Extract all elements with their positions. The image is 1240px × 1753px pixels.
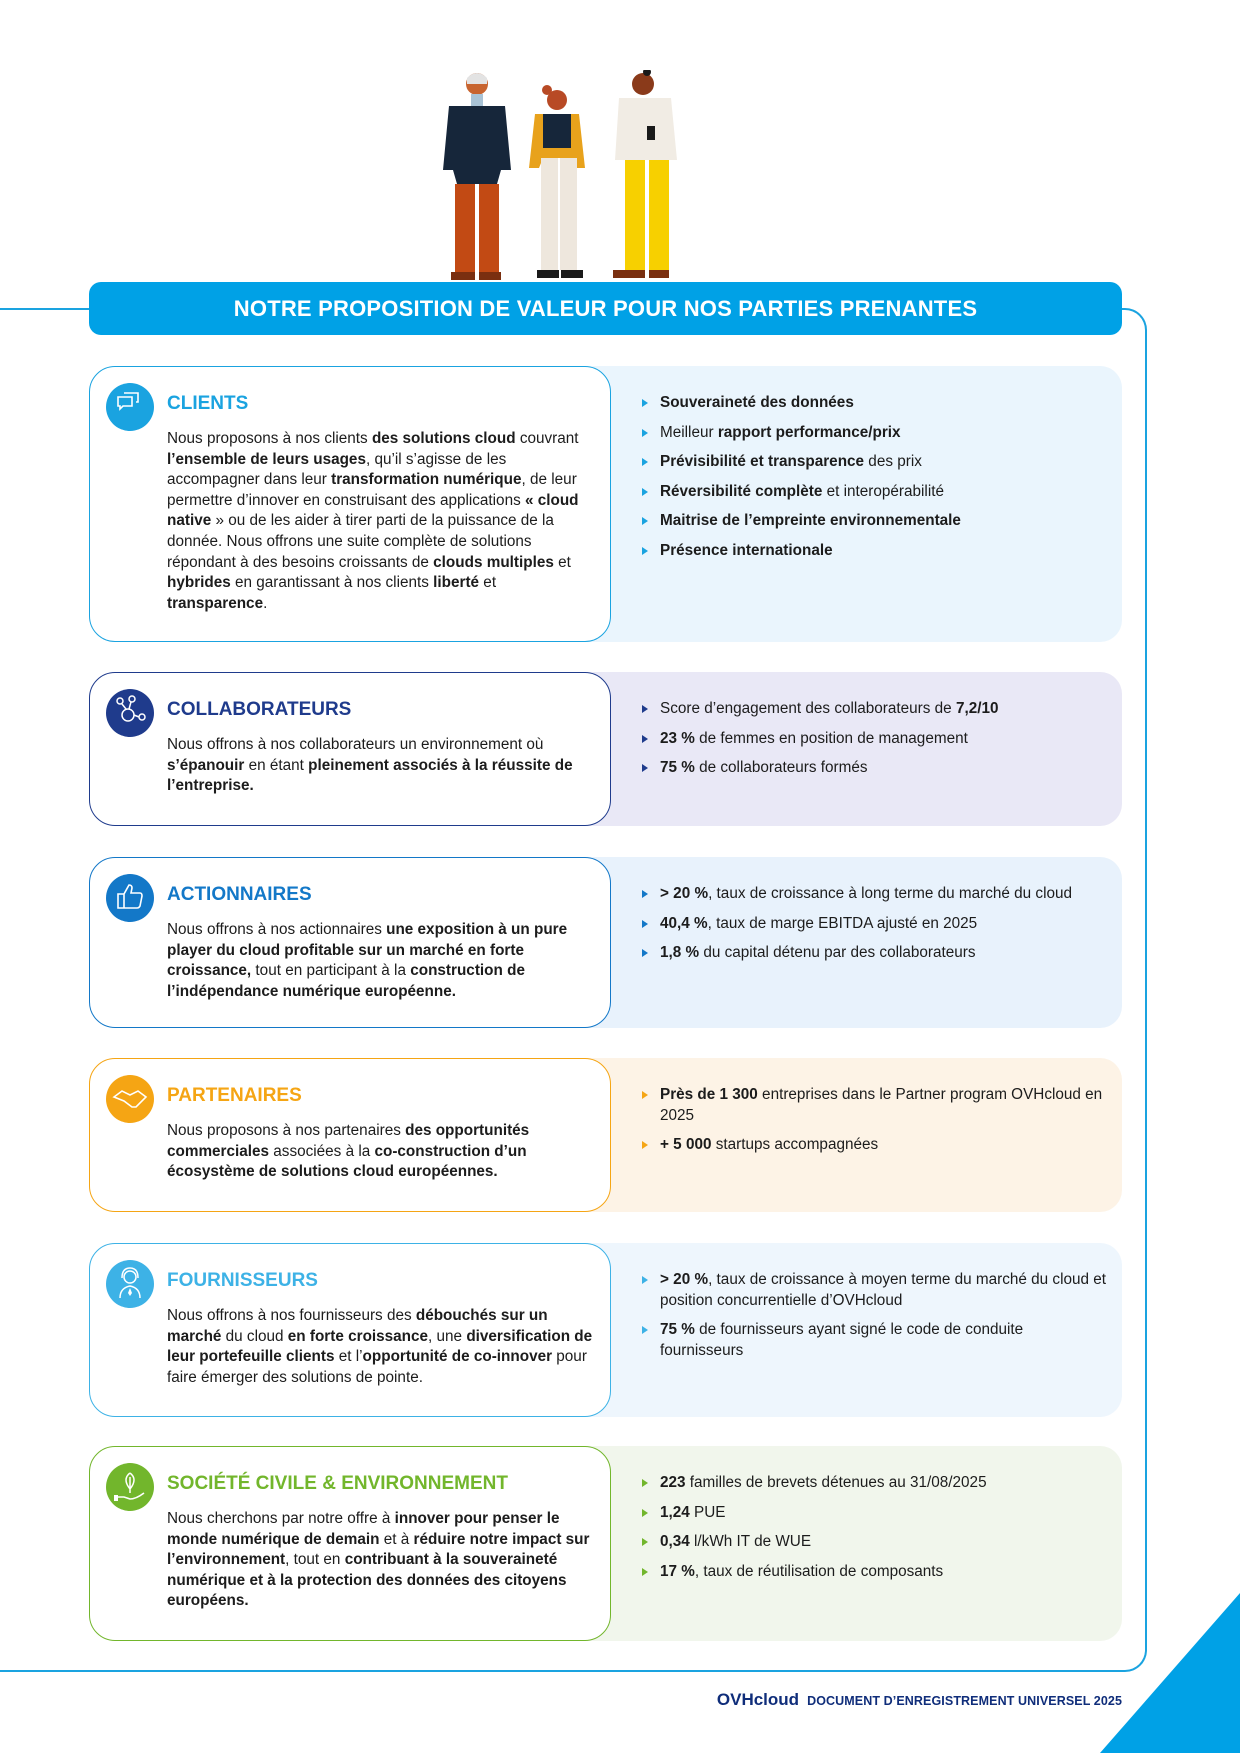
bold-text: 40,4 %	[660, 914, 708, 932]
text: , une	[428, 1327, 467, 1345]
bullet-arrow-icon	[642, 1509, 648, 1517]
text: de femmes en position de management	[694, 729, 968, 747]
stakeholder-description	[167, 1121, 597, 1183]
stakeholder-heading: SOCIÉTÉ CIVILE & ENVIRONNEMENT	[167, 1473, 508, 1494]
bold-text: clouds multiples	[433, 553, 554, 571]
kpi-list	[642, 1473, 1107, 1591]
stakeholder-collaborateurs	[89, 672, 1122, 826]
text: et	[553, 553, 571, 571]
corner-triangle-decoration	[1100, 1593, 1240, 1753]
text: et	[479, 574, 497, 592]
bullet-arrow-icon	[642, 517, 648, 525]
bold-text: s’épanouir	[167, 756, 245, 774]
text: , taux de croissance à moyen terme du marché du cloud et position concurrentielle d’OVHcloud	[660, 1271, 1106, 1309]
bold-text: réduire notre impact sur l’environnement	[167, 1530, 590, 1569]
stakeholder-description	[167, 429, 597, 614]
bullet-arrow-icon	[642, 705, 648, 713]
kpi-item	[642, 1135, 1107, 1156]
kpi-item	[642, 1562, 1107, 1583]
stakeholder-description	[167, 1306, 597, 1388]
person-young-man	[613, 70, 677, 278]
chat-bubbles-icon	[106, 383, 154, 431]
bold-text: en forte croissance	[287, 1327, 429, 1345]
description-card	[89, 1446, 611, 1641]
kpi-item	[642, 511, 1107, 532]
bullet-arrow-icon	[642, 429, 648, 437]
bullet-arrow-icon	[642, 488, 648, 496]
stakeholder-societe	[89, 1446, 1122, 1641]
text: , tout en	[285, 1551, 345, 1569]
bold-text: + 5 000	[660, 1136, 712, 1154]
stakeholder-heading: FOURNISSEURS	[167, 1270, 318, 1291]
bold-text: des opportunités commerciales	[167, 1122, 530, 1160]
bullet-arrow-icon	[642, 920, 648, 928]
bullet-arrow-icon	[642, 1538, 648, 1546]
bold-text: des solutions cloud	[371, 430, 516, 447]
page-footer	[717, 1690, 1122, 1710]
stakeholder-description	[167, 920, 597, 1002]
bullet-arrow-icon	[642, 399, 648, 407]
text: pour faire émerger des solutions de pointe.	[167, 1348, 587, 1386]
bold-text: transformation numérique	[331, 471, 522, 489]
bold-text: 17 %	[660, 1562, 695, 1580]
kpi-list	[642, 699, 1107, 788]
stakeholder-description	[167, 1509, 597, 1612]
kpi-item	[642, 884, 1107, 905]
stakeholder-partenaires	[89, 1058, 1122, 1212]
bold-text: 223	[660, 1474, 686, 1491]
handshake-icon	[106, 1075, 154, 1123]
text: et l’	[334, 1348, 363, 1366]
person-older-man	[443, 73, 511, 280]
bullet-arrow-icon	[642, 1091, 648, 1099]
bold-text: opportunité de co-innover	[362, 1348, 553, 1366]
bold-text: > 20 %	[660, 1271, 709, 1288]
description-card	[89, 1243, 611, 1417]
bold-text: hybrides	[167, 574, 231, 592]
text: familles de brevets détenues au 31/08/2025	[685, 1474, 987, 1491]
bold-text: Maitrise de l’empreinte environnementale	[660, 512, 961, 530]
kpi-item	[642, 699, 1107, 720]
text: Nous proposons à nos partenaires	[167, 1122, 406, 1139]
bold-text: débouchés sur un marché	[167, 1307, 548, 1345]
text: tout en participant à la	[251, 962, 411, 980]
description-card	[89, 672, 611, 826]
people-illustration	[425, 70, 705, 282]
description-card	[89, 1058, 611, 1212]
bullet-arrow-icon	[642, 1479, 648, 1487]
text: , qu’il s’agisse de les accompagner dans leur	[167, 450, 507, 489]
kpi-item	[642, 1270, 1107, 1311]
stakeholder-clients	[89, 366, 1122, 642]
text: Nous offrons à nos collaborateurs un environnement où	[167, 736, 544, 753]
bold-text: 7,2/10	[955, 700, 999, 717]
text: » ou de les aider à tirer parti de la puissance de la donnée. Nous offrons une suite complète de solutions répondant à des besoins croissants de	[167, 512, 554, 571]
network-people-icon	[106, 689, 154, 737]
bold-text: pleinement associés à la réussite de l’entreprise.	[167, 756, 573, 795]
bullet-arrow-icon	[642, 1568, 648, 1576]
footer-brand: OVHcloud	[716, 1690, 800, 1709]
stakeholder-actionnaires	[89, 857, 1122, 1028]
text: .	[263, 594, 268, 612]
bold-text: une exposition à un pure player du cloud profitable sur un marché en forte croissance,	[167, 921, 568, 980]
text: de fournisseurs ayant signé le code de conduite fournisseurs	[660, 1321, 1024, 1359]
text: Nous offrons à nos fournisseurs des	[167, 1307, 416, 1324]
kpi-list	[642, 884, 1107, 973]
page-title: NOTRE PROPOSITION DE VALEUR POUR NOS PARTIES PRENANTES	[233, 295, 978, 321]
kpi-item	[642, 541, 1107, 562]
person-woman	[529, 85, 585, 278]
bold-text: > 20 %	[660, 885, 709, 902]
text: startups accompagnées	[711, 1136, 879, 1154]
kpi-item	[642, 423, 1107, 444]
frame-line	[0, 1670, 1010, 1672]
text: Nous offrons à nos actionnaires	[167, 921, 387, 938]
bold-text: 75 %	[660, 1321, 695, 1339]
kpi-item	[642, 758, 1107, 779]
description-card	[89, 366, 611, 642]
bold-text: l’ensemble de leurs usages	[167, 450, 366, 468]
stakeholder-fournisseurs	[89, 1243, 1122, 1417]
bullet-arrow-icon	[642, 458, 648, 466]
text: Nous cherchons par notre offre à	[167, 1510, 395, 1527]
footer-document-title: DOCUMENT D’ENREGISTREMENT UNIVERSEL 2025	[807, 1694, 1122, 1708]
kpi-item	[642, 393, 1107, 414]
kpi-item	[642, 943, 1107, 964]
text: , taux de réutilisation de composants	[694, 1562, 944, 1580]
bold-text: 1,24	[660, 1503, 690, 1521]
text: Meilleur	[660, 423, 718, 441]
kpi-item	[642, 1085, 1107, 1126]
bold-text: Présence internationale	[660, 541, 833, 559]
bold-text: contribuant à la souveraineté numérique et à la protection des données des citoyens européens.	[167, 1551, 567, 1610]
bold-text: « cloud native	[167, 491, 579, 530]
text: , taux de marge EBITDA ajusté en 2025	[707, 914, 978, 932]
text: et à	[379, 1530, 414, 1548]
text: Score d’engagement des collaborateurs de	[660, 700, 956, 717]
bold-text: liberté	[433, 574, 480, 592]
bullet-arrow-icon	[642, 547, 648, 555]
text: Nous proposons à nos clients	[167, 430, 372, 447]
stakeholder-heading: PARTENAIRES	[167, 1085, 302, 1106]
section-title-bar	[89, 282, 1122, 335]
kpi-item	[642, 729, 1107, 750]
bold-text: Prévisibilité et transparence	[660, 453, 865, 471]
bullet-arrow-icon	[642, 1141, 648, 1149]
bullet-arrow-icon	[642, 735, 648, 743]
bold-text: 0,34	[660, 1533, 690, 1551]
bold-text: 23 %	[660, 729, 695, 747]
text: couvrant	[515, 430, 579, 447]
text: associées à la	[269, 1142, 375, 1160]
text: en étant	[244, 756, 309, 774]
text: , taux de croissance à long terme du marché du cloud	[708, 885, 1072, 902]
headset-person-icon	[106, 1260, 154, 1308]
bold-text: transparence	[167, 594, 264, 612]
bold-text: 1,8 %	[660, 944, 700, 962]
description-card	[89, 857, 611, 1028]
text: et interopérabilité	[822, 482, 944, 500]
stakeholder-heading: ACTIONNAIRES	[167, 884, 312, 905]
kpi-item	[642, 452, 1107, 473]
text: des prix	[864, 453, 922, 471]
bullet-arrow-icon	[642, 1326, 648, 1334]
kpi-list	[642, 1270, 1107, 1370]
bullet-arrow-icon	[642, 949, 648, 957]
bold-text: Réversibilité complète	[660, 482, 823, 500]
bullet-arrow-icon	[642, 890, 648, 898]
bullet-arrow-icon	[642, 1276, 648, 1284]
thumbs-up-icon	[106, 874, 154, 922]
kpi-item	[642, 1320, 1107, 1361]
stakeholder-heading: COLLABORATEURS	[167, 699, 352, 720]
kpi-item	[642, 482, 1107, 503]
stakeholder-description	[167, 735, 597, 797]
kpi-list	[642, 1085, 1107, 1165]
text: du capital détenu par des collaborateurs	[699, 944, 976, 962]
kpi-list	[642, 393, 1107, 571]
bold-text: rapport performance/prix	[717, 423, 901, 441]
bold-text: co-construction d’un écosystème de solutions cloud européennes.	[167, 1142, 527, 1181]
bold-text: Souveraineté des données	[660, 394, 854, 411]
text: en garantissant à nos clients	[230, 574, 434, 592]
text: de collaborateurs formés	[694, 759, 868, 777]
text: , de leur permettre d’innover en construisant des applications	[167, 471, 577, 509]
bold-text: 75 %	[660, 759, 695, 777]
kpi-item	[642, 1503, 1107, 1524]
plant-in-hand-icon	[106, 1463, 154, 1511]
bold-text: Près de 1 300	[660, 1086, 758, 1103]
kpi-item	[642, 914, 1107, 935]
text: l/kWh IT de WUE	[689, 1533, 812, 1551]
text: PUE	[689, 1503, 726, 1521]
text: entreprises dans le Partner program OVHcloud en 2025	[660, 1086, 1103, 1124]
kpi-item	[642, 1473, 1107, 1494]
bold-text: diversification de leur portefeuille clients	[167, 1327, 593, 1366]
kpi-item	[642, 1532, 1107, 1553]
bullet-arrow-icon	[642, 764, 648, 772]
bold-text: construction de l’indépendance numérique européenne.	[167, 962, 525, 1000]
text: du cloud	[221, 1327, 288, 1345]
frame-line	[0, 308, 92, 310]
stakeholder-heading: CLIENTS	[167, 393, 249, 414]
bold-text: innover pour penser le monde numérique de demain	[167, 1510, 560, 1548]
